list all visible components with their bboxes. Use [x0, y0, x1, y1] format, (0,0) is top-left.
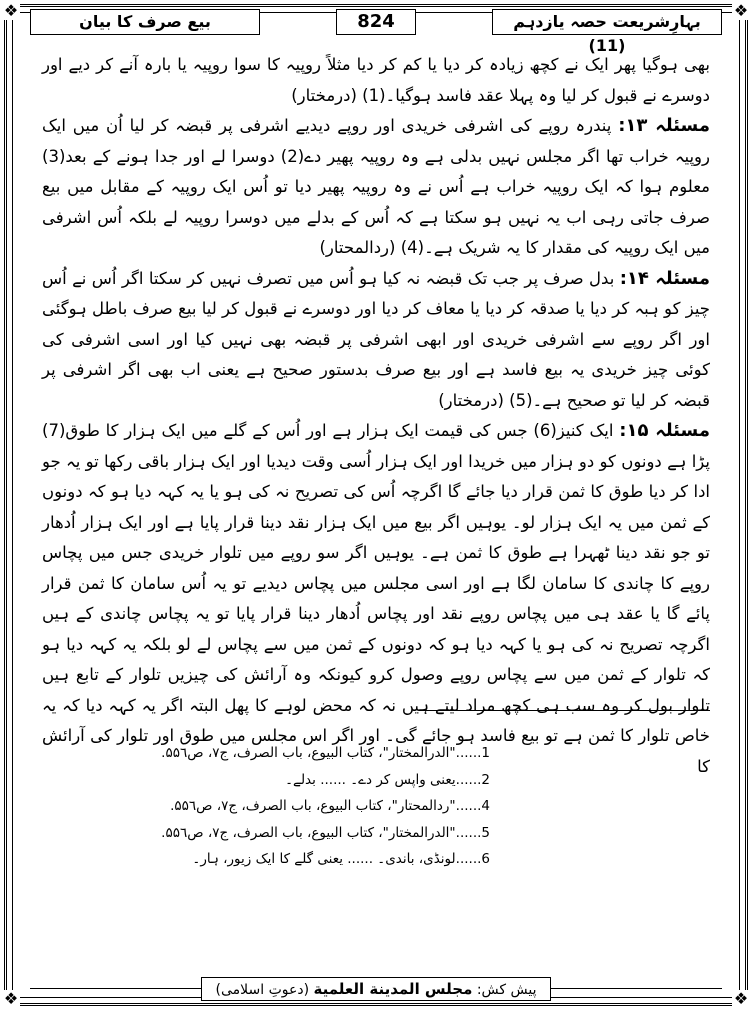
footnote-divider: [420, 710, 710, 711]
book-title: بہارِشریعت حصہ یازدہم (11): [492, 9, 722, 35]
paragraph: [42, 416, 710, 782]
footnote-text: لونڈی، باندی۔ ...... یعنی گلے کا ایک زیور، ہار۔: [192, 851, 456, 867]
footnote-text: "ردالمحتار"، كتاب البيوع، باب الصرف، ج۷، ص۵۵٦.: [170, 798, 456, 814]
footnote: 4......"ردالمحتار"، كتاب البيوع، باب الصرف، ج۷، ص۵۵٦.: [170, 798, 490, 814]
corner-ornament-icon: ❖: [3, 1, 19, 20]
paragraph-text: پندرہ روپے کی اشرفی خریدی اور روپے دیدیے اشرفی پر قبضہ کر لیا اُن میں ایک روپیہ خراب تھا اگر مجلس نہیں بدلی ہے وہ روپیہ پھیر دے(2) دوسرا لے اور جدا ہونے کے بعد(3) معلوم ہوا کہ ایک روپیہ خراب ہے اُس نے وہ روپیہ پھیر دیا تو اُس ایک روپیہ کے مقابل میں بیع صرف جاتی رہی اب یہ نہیں ہو سکتا ہے کہ اُس کے بدلے میں دوسرا روپیہ لے بلکہ اُس اشرفی میں ایک روپیہ کی مقدار کا یہ شریک ہے۔(4) (ردالمحتار): [42, 116, 710, 257]
paragraph-text: بھی ہوگیا پھر ایک نے کچھ زیادہ کر دیا یا کم کر دیا مثلاً روپیہ کا سوا روپیہ یا بارہ آنے کر دیے اور دوسرے نے قبول کر لیا وہ پہلا عقد فاسد ہوگیا۔(1) (درمختار): [42, 55, 710, 105]
footnote: 5......"الدرالمختار"، كتاب البيوع، باب الصرف، ج۷، ص۵۵٦.: [161, 824, 490, 841]
publisher-suffix: (دعوتِ اسلامی): [215, 982, 310, 998]
corner-ornament-icon: ❖: [733, 989, 749, 1008]
footer-prefix: پیش کش:: [476, 982, 537, 998]
page-header: [30, 8, 722, 55]
publisher-box: [201, 977, 552, 1001]
masala-label: مسئلہ ۱۵:: [619, 420, 710, 441]
paragraph-text: بدل صرف پر جب تک قبضہ نہ کیا ہو اُس میں تصرف نہیں کر سکتا اگر اُس نے اُس چیز کو ہبہ کر دیا یا صدقہ کر دیا یا معاف کر دیا اور دوسرے نے قبول کر لیا بیع صرف باطل ہوگئی اور اگر روپے سے اشرفی خریدی اور ابھی اشرفی پر قبضہ بھی نہیں کیا اور اسی اشرفی کی کوئی چیز خریدی یہ بیع فاسد ہے اور بیع صرف بدستور صحیح ہے یعنی اب بھی اگر اشرفی پر قبضہ کر لیا تو صحیح ہے۔(5) (درمختار): [42, 268, 710, 410]
corner-ornament-icon: ❖: [733, 1, 749, 20]
footnote-text: "الدرالمختار"، كتاب البيوع، باب الصرف، ج۷، ص۵۵٦.: [161, 745, 456, 761]
paragraph: [42, 264, 710, 417]
footnotes: [42, 740, 710, 873]
footnote: 1......"الدرالمختار"، كتاب البيوع، باب الصرف، ج۷، ص۵۵٦.: [161, 745, 490, 761]
footnote-marker: 5: [481, 824, 490, 841]
footnote-marker: 1: [481, 745, 490, 761]
footnote: 2......یعنی واپس کر دے۔ ...... بدلے۔: [285, 771, 490, 788]
masala-label: مسئلہ ۱۳:: [618, 115, 710, 136]
footnote-marker: 2: [481, 771, 490, 788]
footnote-text: "الدرالمختار"، كتاب البيوع، باب الصرف، ج۷، ص۵۵٦.: [161, 824, 456, 841]
paragraph-text: ایک کنیز(6) جس کی قیمت ایک ہزار ہے اور اُس کے گلے میں ایک ہزار کا طوق(7) پڑا ہے دونوں کو دو ہزار میں خریدا اور ایک ہزار اُسی وقت دیدیا اور ایک ہزار باقی رکھا تو یہ جو ادا کر دیا طوق کا ثمن قرار دیا جائے گا اگرچہ اُس کی تصریح نہ کی ہو یا یہ کہہ دیا ہو کہ دونوں کے ثمن میں یہ ایک ہزار لو۔ یوہیں اگر بیع میں ایک ہزار نقد دینا قرار پایا ہے اور ایک ہزار اُدھار تو جو نقد دینا ٹھہرا ہے طوق کا ثمن ہے۔ یوہیں اگر سو روپے میں تلوار خریدی جس میں پچاس روپے کا چاندی کا سامان لگا ہے اور اسی مجلس میں پچاس دیدیے تو یہ اُس سامان کا ثمن قرار پائے گا یا عقد ہی میں پچاس روپے نقد اور پچاس اُدھار دینا قرار پایا تو یہ پچاس چاندی کے ہیں اگرچہ تصریح نہ کی ہو یا کہہ دیا ہو کہ دونوں کے ثمن میں سے پچاس لے لو بلکہ یہ کہہ دیا ہو کہ تلوار کے ثمن میں سے پچاس روپے وصول کرو کیونکہ وہ آرائش کی چیزیں تلوار کے تابع ہیں تلوار بول کر وہ سب ہی کچھ مراد لیتے ہیں نہ کہ محض لوہے کا پھل البتہ اگر یہ کہہ دیا کہ یہ خاص تلوار کا ثمن ہے تو بیع فاسد ہو جائے گی۔ اور اگر اس مجلس میں طوق اور تلوار کی آرائش کا: [42, 421, 710, 776]
publisher-name: مجلس المدينة العلمية: [313, 980, 473, 998]
footnote: 6......لونڈی، باندی۔ ...... یعنی گلے کا ایک زیور، ہار۔: [192, 851, 490, 867]
footnote-marker: 4: [481, 798, 490, 814]
corner-ornament-icon: ❖: [3, 989, 19, 1008]
chapter-title: بیع صرف کا بیان: [30, 9, 260, 35]
footnote-text: یعنی واپس کر دے۔ ...... بدلے۔: [285, 771, 456, 788]
page-number: 824: [336, 9, 416, 35]
page-footer: [0, 976, 752, 1002]
paragraph: [42, 111, 710, 264]
paragraph: [42, 50, 710, 111]
masala-label: مسئلہ ۱۴:: [619, 267, 711, 289]
footnote-marker: 6: [481, 851, 490, 867]
